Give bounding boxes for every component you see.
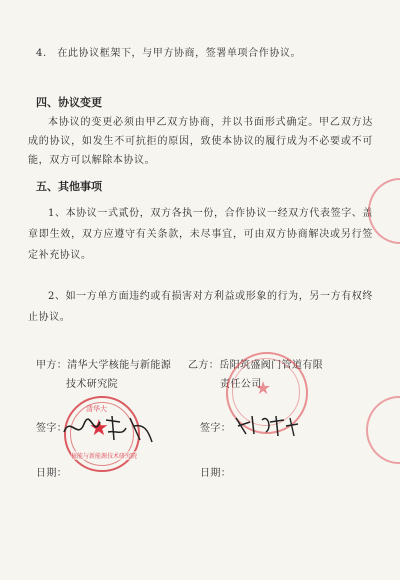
section-4-paragraph: 本协议的变更必须由甲乙双方协商，并以书面形式确定。甲乙双方达成的协议，如发生不可抗拒的原因，致使本协议的履行成为不必要或不可能，双方可以解除本协议。 xyxy=(28,117,373,166)
seal-party-b-star-icon: ★ xyxy=(255,378,272,399)
party-a-date-label: 日期： xyxy=(36,468,68,479)
party-a-name-line2: 技术研究院 xyxy=(66,379,118,390)
party-a-label: 甲方： xyxy=(36,360,68,371)
party-a-block xyxy=(36,358,171,374)
section-4-heading: 四、协议变更 xyxy=(36,96,102,109)
partial-seal-right-bottom xyxy=(366,396,400,464)
signature-party-a xyxy=(60,410,160,450)
party-b-name-line1: 岳阳筑盛阀门管道有限 xyxy=(219,360,324,371)
party-a-name-line1: 清华大学核能与新能源 xyxy=(67,360,172,371)
party-b-date-label: 日期： xyxy=(200,468,232,479)
party-b-label: 乙方： xyxy=(188,360,220,371)
party-b-name-line2: 责任公司 xyxy=(220,379,262,390)
party-b-sign-label: 签字： xyxy=(200,423,232,434)
seal-party-a-text-top: 清华大 xyxy=(86,405,107,413)
seal-star-icon: ★ xyxy=(89,416,109,441)
section-5-paragraph-2: 2、如一方单方面违约或有损害对方利益或形象的行为，另一方有权终止协议。 xyxy=(28,291,373,323)
section-5-paragraph-1: 1、本协议一式贰份，双方各执一份，合作协议一经双方代表签字、盖章即生效，双方应遵守有关条款，未尽事宜，可由双方协商解决或另行签定补充协议。 xyxy=(28,208,373,261)
clause-4: 4. 在此协议框架下，与甲方协商，签署单项合作协议。 xyxy=(36,48,302,59)
signature-party-b xyxy=(232,412,302,438)
seal-party-a-text-bottom: 核能与新能源技术研究院 xyxy=(71,453,138,460)
section-5-heading: 五、其他事项 xyxy=(36,180,102,193)
party-a-sign-label: 签字： xyxy=(36,423,68,434)
